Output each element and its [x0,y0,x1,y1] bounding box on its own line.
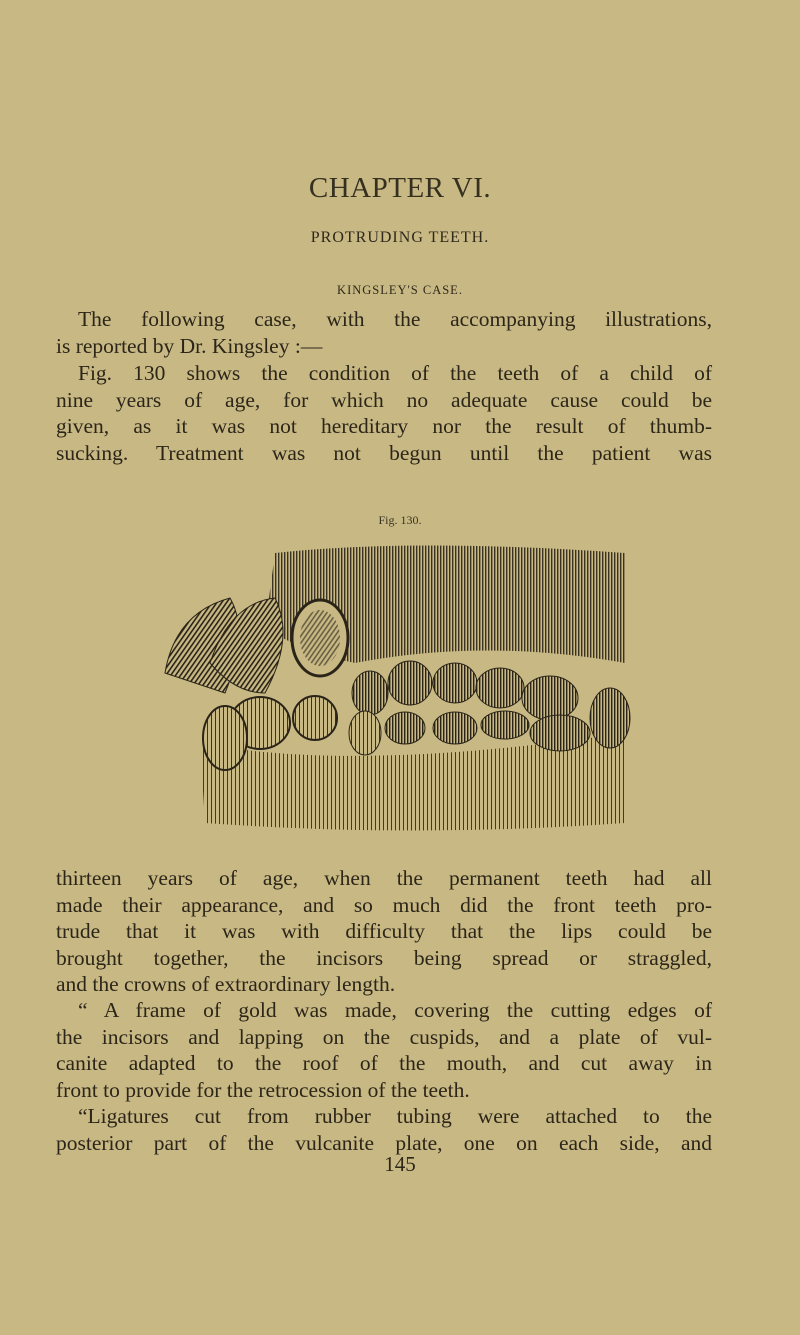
text-line: and the crowns of extraordinary length. [56,972,396,996]
text-line: is reported by Dr. Kingsley :— [56,333,323,358]
paragraph-continuation [56,865,712,998]
text-line: trude that it was with difficulty that the lips could be [56,919,712,943]
paragraph-fig-intro [56,360,712,466]
paragraph-intro [56,306,712,359]
text-line: posterior part of the vulcanite plate, one on each side, and [56,1130,712,1155]
text-line: Fig. 130 shows the condition of the teeth of a child of [78,361,712,385]
text-line: thirteen years of age, when the permanent teeth had all [56,866,712,890]
text-line: made their appearance, and so much did the front teeth pro- [56,892,712,917]
chapter-heading: CHAPTER VI. [308,172,492,204]
text-line: brought together, the incisors being spread or straggled, [56,945,712,970]
text-line: “Ligatures cut from rubber tubing were attached to the [78,1104,712,1128]
section-title: PROTRUDING TEETH. [310,229,490,246]
text-line: sucking. Treatment was not begun until the patient was [56,440,712,465]
paragraph-quote-ligatures [56,1103,712,1156]
text-line: given, as it was not hereditary nor the result of thumb- [56,414,712,438]
text-line: the incisors and lapping on the cuspids, and a plate of vul- [56,1024,712,1049]
teeth-engraving-figure [155,543,643,843]
text-line: “ A frame of gold was made, covering the cutting edges of [78,998,712,1022]
text-line: front to provide for the retrocession of the teeth. [56,1077,470,1102]
text-line: The following case, with the accompanying illustrations, [78,307,712,331]
figure-caption: Fig. 130. [378,513,422,527]
page-number: 145 [384,1152,416,1176]
text-line: nine years of age, for which no adequate cause could be [56,387,712,412]
paragraph-quote-frame [56,997,712,1103]
case-title: KINGSLEY'S CASE. [337,283,463,297]
text-line: canite adapted to the roof of the mouth, and cut away in [56,1051,712,1075]
